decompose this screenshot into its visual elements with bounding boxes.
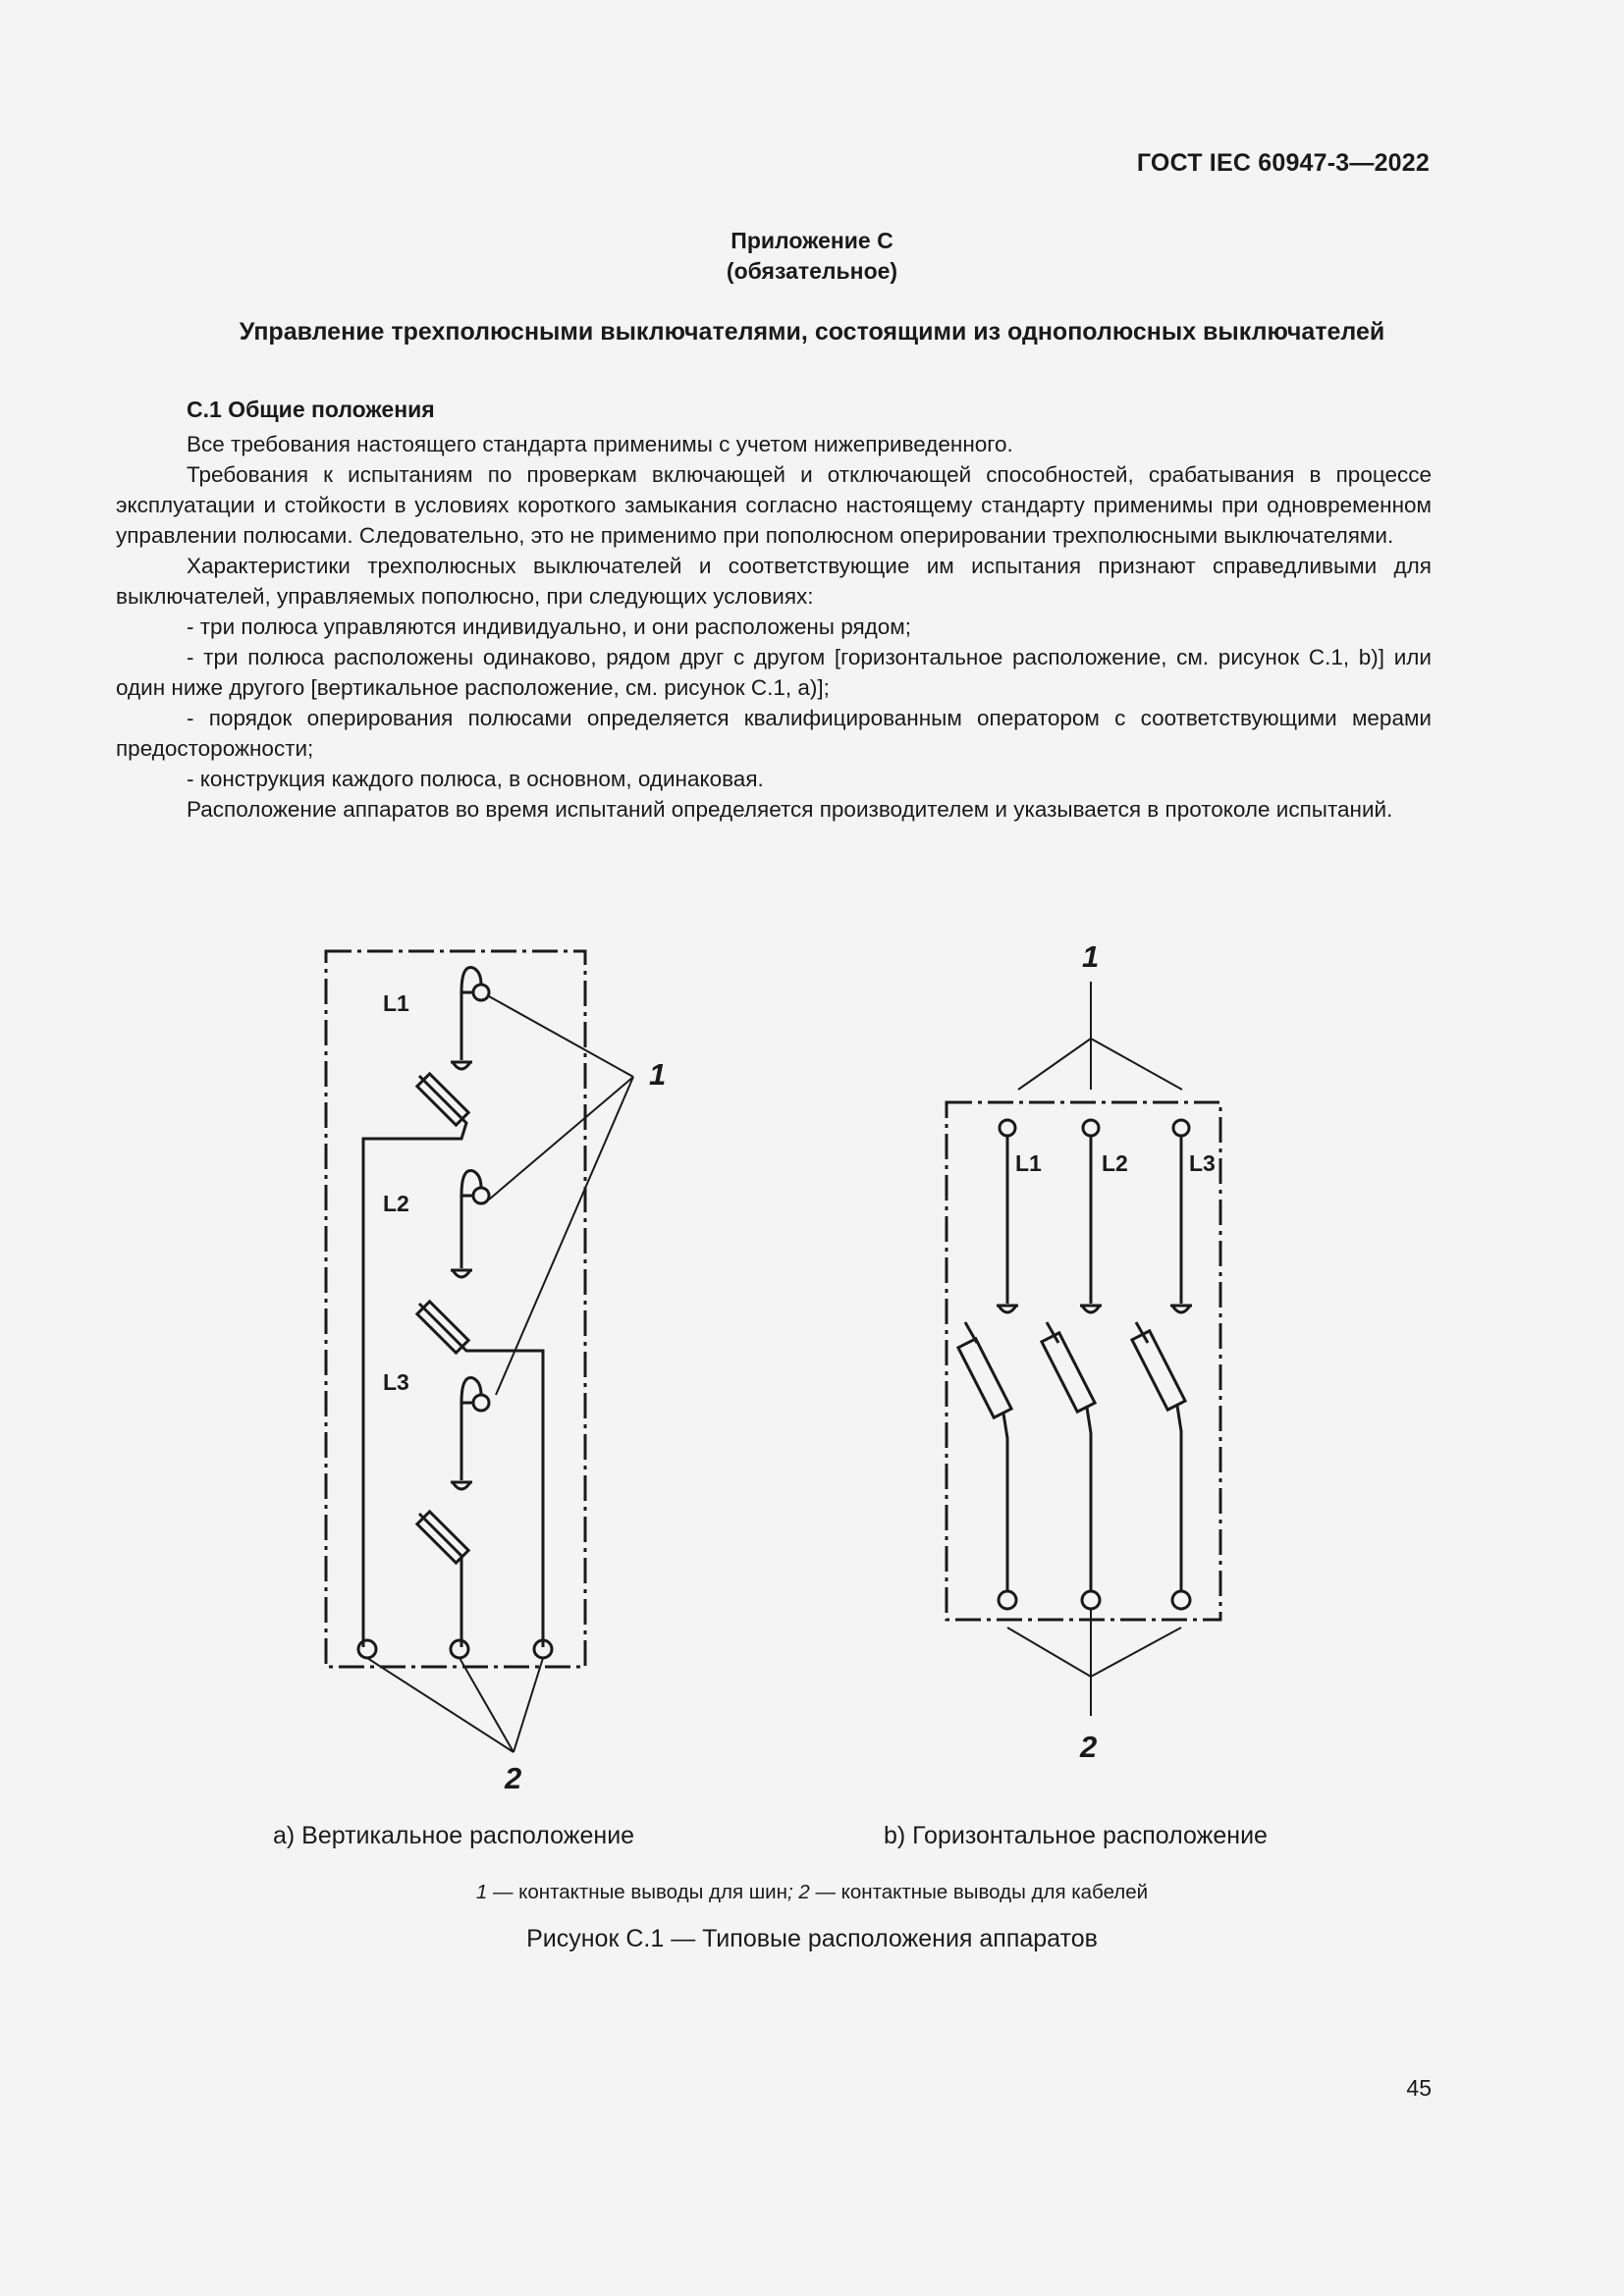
busbar-terminal-icon [1083,1120,1099,1136]
document-code: ГОСТ IEC 60947-3—2022 [1136,149,1430,177]
cable-terminal-icon [1172,1591,1190,1609]
pole-label-l2: L2 [383,1191,409,1216]
legend-text-2: — контактные выводы для кабелей [809,1881,1149,1903]
caption-a: a) Вертикальное расположение [273,1822,635,1849]
list-item: - порядок оперирования полюсами определяется квалифицированным оператором с соответствующими мерами предосторожности; [116,706,1432,761]
annex-title: Управление трехполюсными выключателями, состоящими из однополюсных выключателей [239,318,1385,346]
paragraph: Расположение аппаратов во время испытаний определяется производителем и указывается в протоколе испытаний. [187,797,1393,822]
caption-b: b) Горизонтальное расположение [884,1822,1268,1849]
fuse-icon [1042,1333,1095,1412]
left-enclosure-frame [326,951,585,1667]
cable-terminal-icon [999,1591,1016,1609]
right-pole-l3 [1132,1120,1192,1609]
callout-cable: 2 [1080,1730,1098,1764]
fuse-icon [1132,1331,1185,1410]
callout-busbar: 1 [1082,939,1100,974]
callout-busbar: 1 [649,1057,667,1092]
right-pole-l1 [958,1120,1018,1609]
pole-label-l1: L1 [1015,1150,1042,1176]
busbar-terminal-icon [473,985,489,1000]
left-pole-l2 [417,1171,543,1647]
list-item: - конструкция каждого полюса, в основном, одинаковая. [187,767,764,791]
left-pole-l3 [417,1378,489,1647]
list-item: - три полюса расположены одинаково, рядом друг с другом [горизонтальное расположение, см. рисунок C.1, b)] или один ниже другого [вертикальное расположение, см. рисунок C.1, a)]; [116,645,1432,700]
right-pole-l2 [1042,1120,1102,1609]
legend-text-1: — контактные выводы для шин [487,1881,787,1903]
cable-terminal-icon [358,1640,376,1658]
callout-cable: 2 [505,1761,522,1795]
busbar-terminal-icon [473,1188,489,1203]
fuse-icon [958,1339,1011,1417]
annex-status: (обязательное) [726,258,898,284]
paragraph: Характеристики трехполюсных выключателей и соответствующие им испытания признают справедливыми для выключателей, управляемых пополюсно, при следующих условиях: [116,554,1432,609]
annex-label: Приложение C [731,228,893,253]
left-pole-l1 [363,968,489,1353]
page-number: 45 [1406,2075,1432,2101]
cable-terminal-icon [451,1640,468,1658]
legend-number-2: 2 [798,1881,810,1903]
pole-label-l1: L1 [383,990,409,1016]
figure-title: Рисунок C.1 — Типовые расположения аппаратов [526,1925,1098,1952]
pole-label-l2: L2 [1102,1150,1128,1176]
busbar-terminal-icon [1000,1120,1015,1136]
busbar-terminal-icon [1173,1120,1189,1136]
paragraph: Требования к испытаниям по проверкам включающей и отключающей способностей, срабатывания в процессе эксплуатации и стойкости в условиях короткого замыкания согласно настоящему стандарту применимы при одновременном управлении полюсами. Следовательно, это не применимо при пополюсном оперировании трехполюсными выключателями. [116,462,1432,548]
pole-label-l3: L3 [383,1369,409,1395]
cable-terminal-icon [1082,1591,1100,1609]
figure-legend [0,1881,1624,1904]
pole-label-l3: L3 [1189,1150,1216,1176]
list-item: - три полюса управляются индивидуально, и они расположены рядом; [187,614,911,639]
paragraph: Все требования настоящего стандарта применимы с учетом нижеприведенного. [187,432,1013,456]
busbar-terminal-icon [473,1395,489,1411]
legend-separator: ; [786,1881,799,1903]
legend-number-1: 1 [475,1881,488,1903]
section-heading: C.1 Общие положения [187,397,435,422]
